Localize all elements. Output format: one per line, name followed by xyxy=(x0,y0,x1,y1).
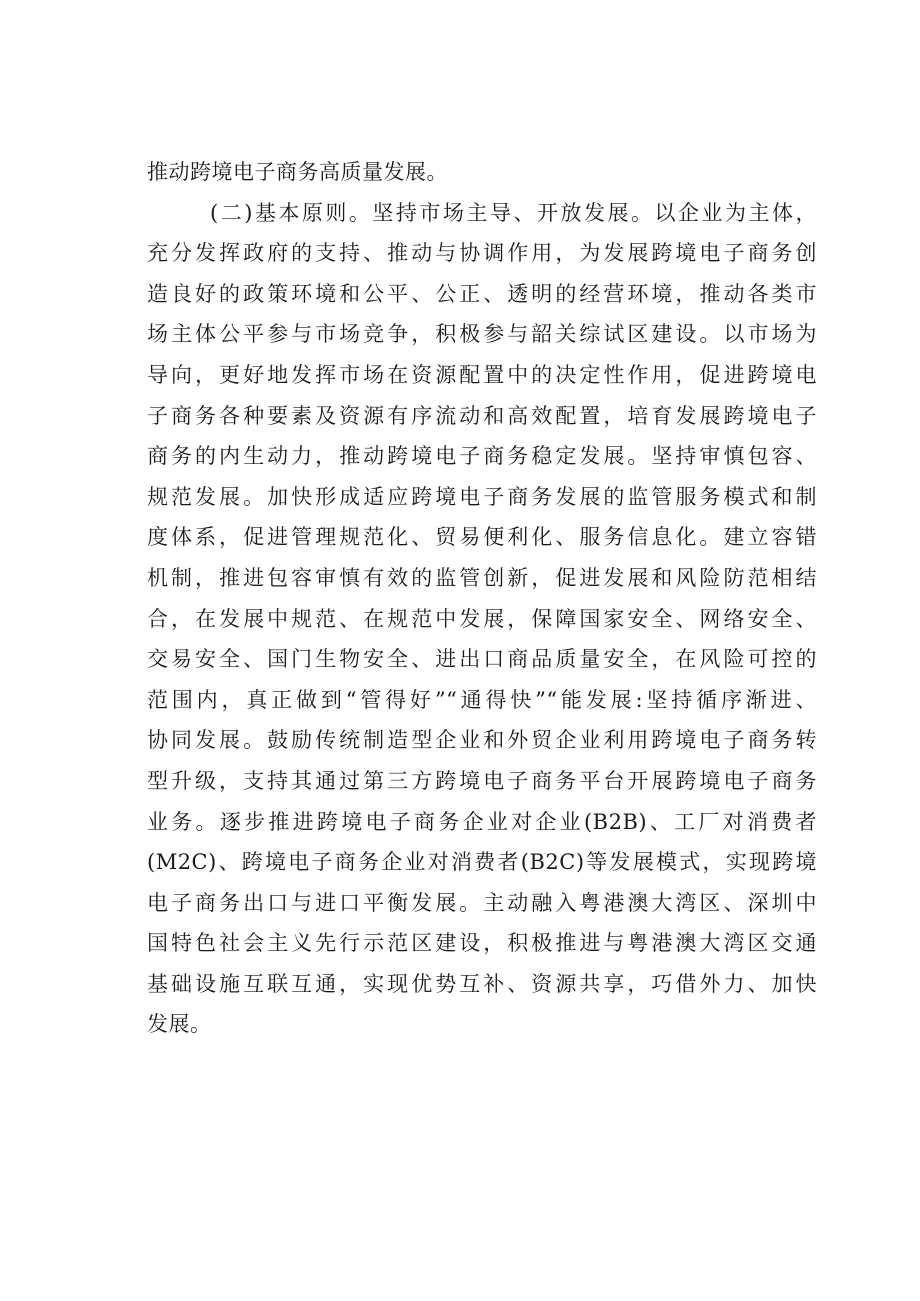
text-line: 导向，更好地发挥市场在资源配置中的决定性作用，促进跨境电 xyxy=(147,362,817,387)
text-line: (M2C)、跨境电子商务企业对消费者(B2C)等发展模式，实现跨境 xyxy=(147,850,817,875)
text-line: 合，在发展中规范、在规范中发展，保障国家安全、网络安全、 xyxy=(147,606,817,631)
text-line: 场主体公平参与市场竞争，积极参与韶关综试区建设。以市场为 xyxy=(147,322,817,347)
body-text xyxy=(147,152,817,1045)
text-line: 国特色社会主义先行示范区建设，积极推进与粤港澳大湾区交通 xyxy=(147,931,817,956)
text-line: 度体系，促进管理规范化、贸易便利化、服务信息化。建立容错 xyxy=(147,525,817,550)
text-line: 业务。逐步推进跨境电子商务企业对企业(B2B)、工厂对消费者 xyxy=(147,809,817,834)
text-line: 发展。 xyxy=(147,1012,212,1037)
text-line: 机制，推进包容审慎有效的监管创新，促进发展和风险防范相结 xyxy=(147,565,817,590)
text-line: 基础设施互联互通，实现优势互补、资源共享，巧借外力、加快 xyxy=(147,971,817,996)
text-line: 范围内，真正做到“管得好”“通得快”“能发展:坚持循序渐进、 xyxy=(147,687,817,712)
text-line: 规范发展。加快形成适应跨境电子商务发展的监管服务模式和制 xyxy=(147,484,817,509)
text-line: 型升级，支持其通过第三方跨境电子商务平台开展跨境电子商务 xyxy=(147,768,817,793)
text-line: 交易安全、国门生物安全、进出口商品质量安全，在风险可控的 xyxy=(147,647,817,672)
text-line: 造良好的政策环境和公平、公正、透明的经营环境，推动各类市 xyxy=(147,281,817,306)
text-line: 充分发挥政府的支持、推动与协调作用，为发展跨境电子商务创 xyxy=(147,241,817,266)
section-heading-line: (二)基本原则。坚持市场主导、开放发展。以企业为主体， xyxy=(210,200,817,225)
text-line: 商务的内生动力，推动跨境电子商务稳定发展。坚持审慎包容、 xyxy=(147,444,817,469)
text-line: 推动跨境电子商务高质量发展。 xyxy=(147,160,448,184)
text-line: 电子商务出口与进口平衡发展。主动融入粤港澳大湾区、深圳中 xyxy=(147,890,817,915)
text-line: 协同发展。鼓励传统制造型企业和外贸企业利用跨境电子商务转 xyxy=(147,728,817,753)
text-line: 子商务各种要素及资源有序流动和高效配置，培育发展跨境电子 xyxy=(147,403,817,428)
